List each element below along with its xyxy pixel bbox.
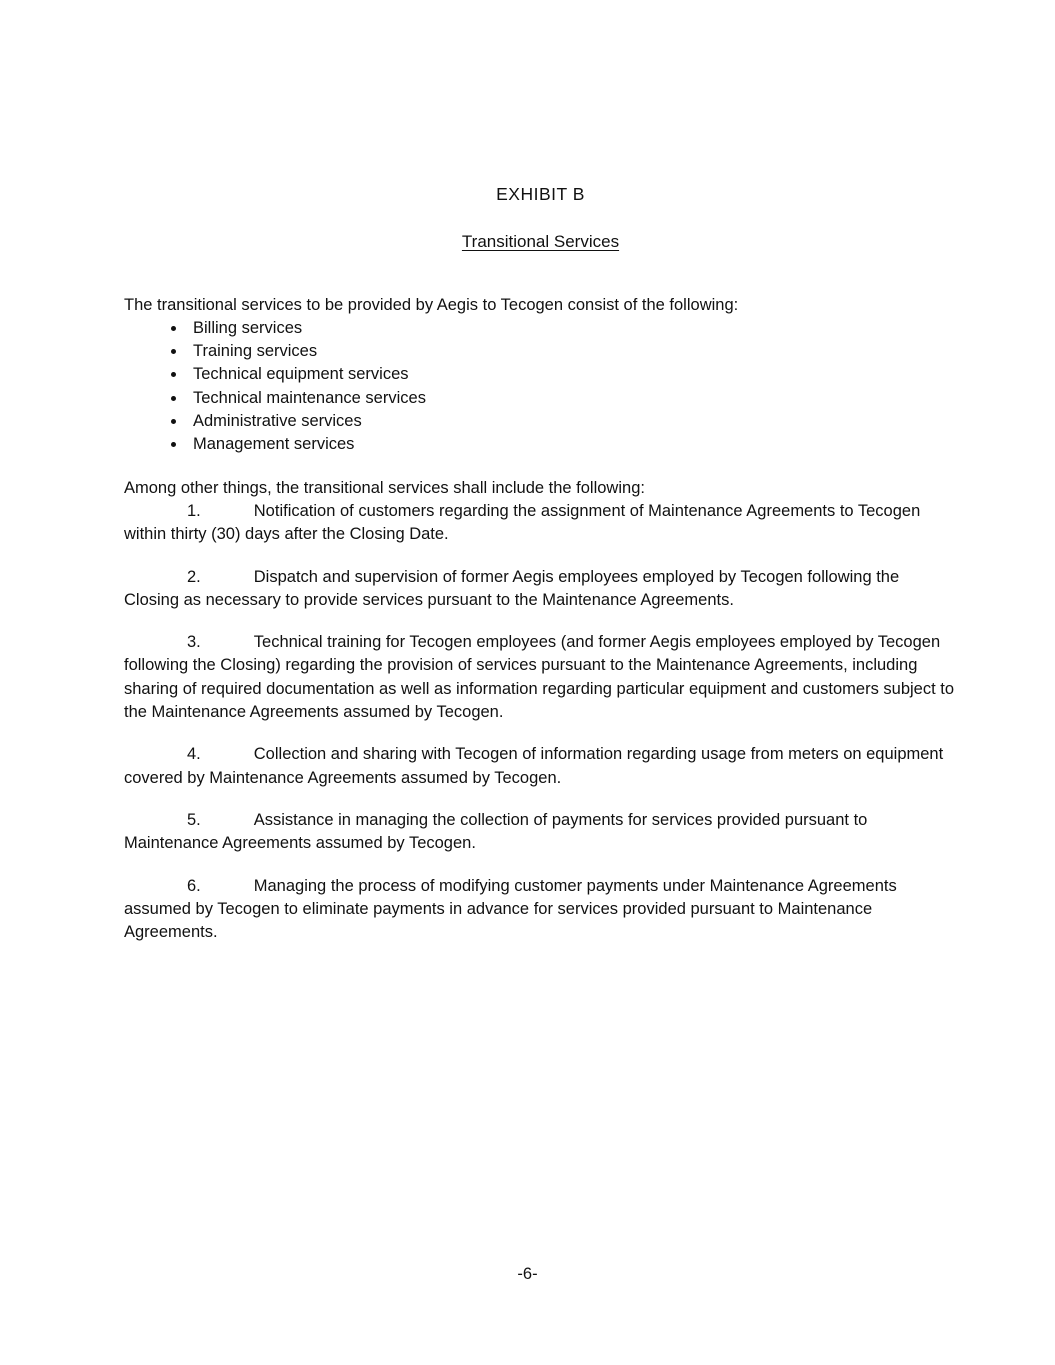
item-text: Notification of customers regarding the assignment of Maintenance Agreements to Tecogen within thirty (30) days after the Closing Date. [124,501,921,544]
item-text: Managing the process of modifying customer payments under Maintenance Agreements assumed by Tecogen to eliminate payments in advance for services provided pursuant to Maintenance Agreements. [124,876,897,942]
bullet-item: • Billing services [187,317,957,340]
numbered-paragraph [124,809,957,856]
bullet-item: • Administrative services [187,410,957,433]
bullet-item: • Technical maintenance services [187,387,957,410]
document-subtitle [124,230,957,253]
item-number: 1. [187,501,201,520]
item-number: 3. [187,633,201,652]
item-text: Technical training for Tecogen employees (and former Aegis employees employed by Tecogen following the Closing) regarding the provision of services pursuant to the Maintenance Agreements, including sharing of required documentation as well as information regarding particular equipment and customers subject to the Maintenance Agreements assumed by Tecogen. [124,633,955,722]
item-number: 6. [187,876,201,895]
numbered-paragraph [124,875,957,945]
page-number: -6- [517,1265,538,1283]
intro-paragraph: The transitional services to be provided by Aegis to Tecogen consist of the following: [124,295,739,314]
item-text: Assistance in managing the collection of payments for services provided pursuant to Maintenance Agreements assumed by Tecogen. [124,810,868,853]
item-number: 2. [187,567,201,586]
bullet-item: • Training services [187,340,957,363]
numbered-paragraph [124,500,957,547]
document-subtitle-text: Transitional Services [461,232,620,252]
item-text: Dispatch and supervision of former Aegis employees employed by Tecogen following the Closing as necessary to provide services pursuant to the Maintenance Agreements. [124,567,900,609]
numbered-paragraph [124,566,957,613]
exhibit-title: EXHIBIT B [496,184,585,204]
among-paragraph: Among other things, the transitional services shall include the following: [124,478,645,497]
bullet-item: • Technical equipment services [187,363,957,386]
numbered-paragraph [124,743,957,790]
item-text: Collection and sharing with Tecogen of information regarding usage from meters on equipment covered by Maintenance Agreements assumed by Tecogen. [124,745,944,787]
document-content [124,183,957,963]
bullet-item: • Management services [187,433,957,456]
services-bullet-list [124,317,957,457]
numbered-paragraph [124,631,957,724]
item-number: 5. [187,810,201,829]
item-number: 4. [187,745,201,764]
